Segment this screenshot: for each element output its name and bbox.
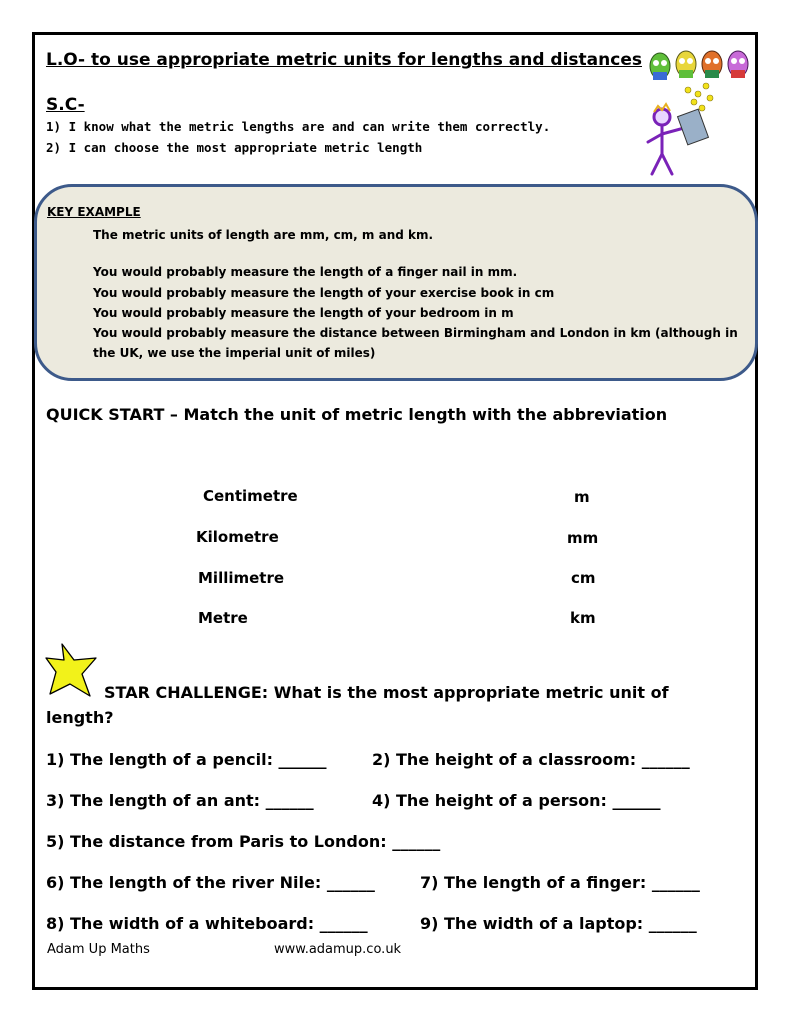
- key-example-line: You would probably measure the distance between Birmingham and London in km (although in: [93, 326, 738, 340]
- success-criteria-title: S.C-: [46, 95, 85, 115]
- question-item: 5) The distance from Paris to London: ______: [46, 832, 441, 851]
- learning-objective: L.O- to use appropriate metric units for lengths and distances: [46, 50, 642, 70]
- star-challenge-title-continued: length?: [46, 708, 114, 727]
- star-icon: [44, 642, 102, 700]
- star-challenge-title: STAR CHALLENGE: What is the most appropriate metric unit of: [104, 683, 669, 702]
- question-item: 2) The height of a classroom: ______: [372, 750, 690, 769]
- unit-name: Metre: [198, 609, 248, 627]
- footer-brand: Adam Up Maths: [47, 942, 150, 957]
- cartoon-characters-illustration: [640, 42, 760, 180]
- question-item: 6) The length of the river Nile: ______: [46, 873, 375, 892]
- success-criterion-2: 2) I can choose the most appropriate metric length: [46, 140, 423, 155]
- key-example-line: You would probably measure the length of your exercise book in cm: [93, 286, 555, 300]
- unit-abbreviation: m: [574, 488, 590, 506]
- unit-abbreviation: km: [570, 609, 596, 627]
- success-criterion-1: 1) I know what the metric lengths are and can write them correctly.: [46, 119, 551, 134]
- quick-start-title: QUICK START – Match the unit of metric length with the abbreviation: [46, 405, 668, 424]
- unit-abbreviation: mm: [567, 529, 599, 547]
- unit-abbreviation: cm: [571, 569, 596, 587]
- unit-name: Millimetre: [198, 569, 285, 587]
- footer-website: www.adamup.co.uk: [274, 942, 402, 957]
- question-item: 4) The height of a person: ______: [372, 791, 661, 810]
- key-example-line: The metric units of length are mm, cm, m and km.: [93, 228, 434, 242]
- stars-sparkle: [685, 83, 713, 111]
- question-item: 9) The width of a laptop: ______: [420, 914, 697, 933]
- calculator-icon: [678, 109, 709, 145]
- key-example-line: You would probably measure the length of your bedroom in m: [93, 306, 514, 320]
- question-item: 1) The length of a pencil: ______: [46, 750, 327, 769]
- question-item: 7) The length of a finger: ______: [420, 873, 700, 892]
- question-item: 8) The width of a whiteboard: ______: [46, 914, 368, 933]
- question-item: 3) The length of an ant: ______: [46, 791, 314, 810]
- unit-name: Centimetre: [203, 487, 298, 505]
- key-example-line: You would probably measure the length of a finger nail in mm.: [93, 265, 518, 279]
- unit-name: Kilometre: [196, 528, 279, 546]
- creature-group: [650, 51, 748, 80]
- key-example-line: the UK, we use the imperial unit of miles): [93, 346, 376, 360]
- key-example-title: KEY EXAMPLE: [47, 205, 141, 219]
